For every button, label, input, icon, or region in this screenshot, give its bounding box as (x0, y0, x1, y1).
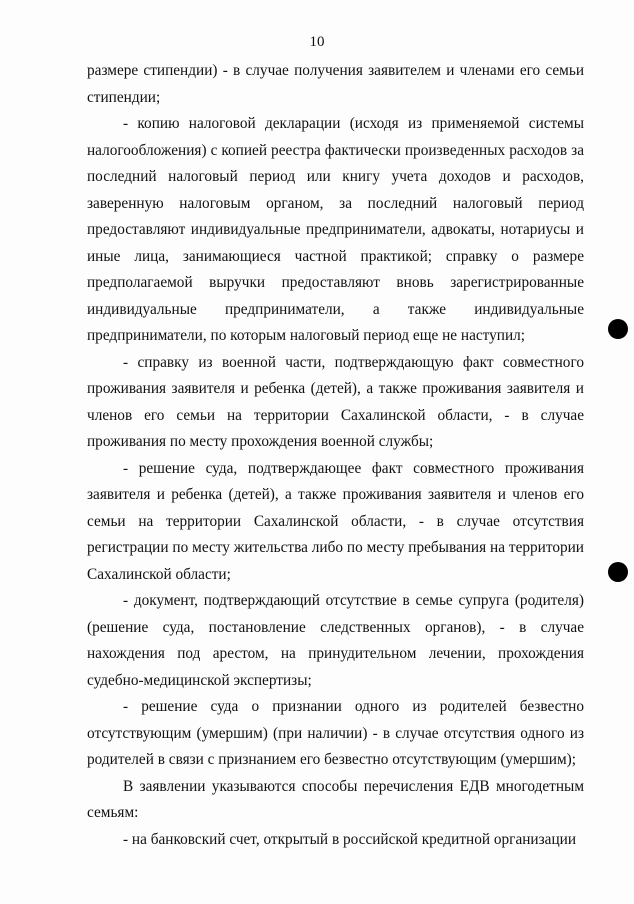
binder-hole-icon (608, 319, 628, 339)
paragraph-military-unit-certificate: - справку из военной части, подтверждающую факт совместного проживания заявителя и ребенка (детей), а также проживания заявителя и членов его семьи на территории Сахалинской области, - в случае проживания по месту прохождения военной службы; (87, 353, 584, 450)
paragraph-stipend-continuation: размере стипендии) - в случае получения заявителем и членами его семьи стипендии; (87, 62, 584, 106)
binder-hole-icon (608, 562, 628, 582)
paragraph-bank-account: - на банковский счет, открытый в российской кредитной организации (123, 830, 577, 848)
paragraph-spouse-absence-document: - документ, подтверждающий отсутствие в семье супруга (родителя) (решение суда, постановление следственных органов), - в случае нахождения под арестом, на принудительном лечении, прохождения судебно-медицинской экспертизы; (87, 592, 584, 689)
paragraph-court-decision-cohabitation: - решение суда, подтверждающее факт совместного проживания заявителя и ребенка (детей), а также проживания заявителя и членов его семьи на территории Сахалинской области, - в случае отсутствия регистрации по месту жительства либо по месту пребывания на территории Сахалинской области; (87, 459, 584, 583)
paragraph-payment-methods: В заявлении указываются способы перечисления ЕДВ многодетным семьям: (87, 777, 584, 821)
paragraph-tax-declaration: - копию налоговой декларации (исходя из применяемой системы налогообложения) с копией реестра фактически произведенных расходов за последний налоговый период или книгу учета доходов и расходов, заверенную налоговым органом, за последний налоговый период предоставляют индивидуальные предприниматели, адвокаты, нотариусы и иные лица, занимающиеся частной практикой; справку о размере предполагаемой выручки предоставляют вновь зарегистрированные индивидуальные предприниматели, а также индивидуальные предприниматели, по которым налоговый период еще не наступил; (87, 115, 584, 344)
paragraph-missing-parent-decision: - решение суда о признании одного из родителей безвестно отсутствующим (умершим) (при наличии) - в случае отсутствия одного из родителей в связи с признанием его безвестно отсутствующим (умершим); (87, 698, 584, 768)
page-number: 10 (309, 34, 325, 50)
document-body (87, 58, 584, 853)
